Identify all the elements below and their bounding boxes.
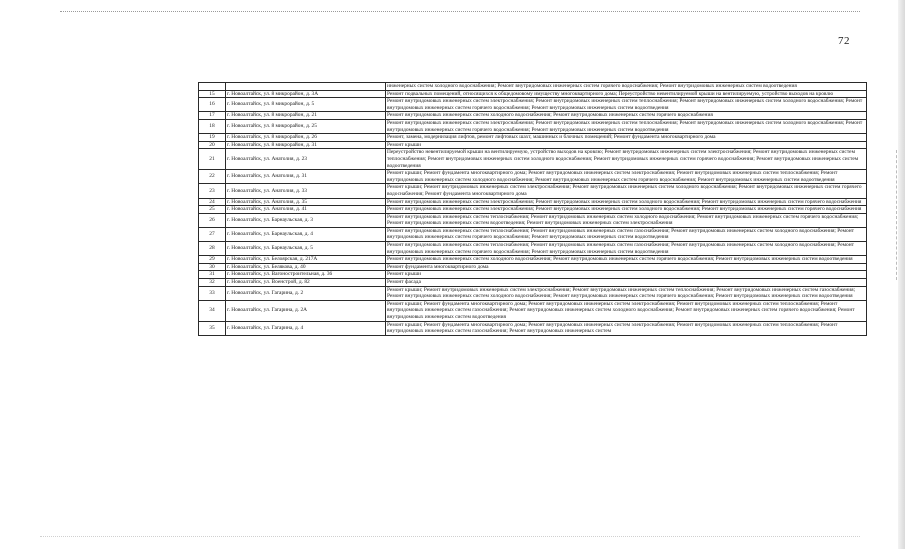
registry-body: [199, 83, 867, 336]
address-cell: г. Новоалтайск, ул. Гагарина, д. 2: [226, 286, 386, 300]
address-cell: г. Новоалтайск, ул. Барнаульская, д. 5: [226, 242, 386, 256]
table-row: [199, 198, 867, 206]
row-number-cell: 24: [199, 198, 226, 206]
row-number-cell: 30: [199, 263, 226, 271]
works-cell: Переустройство невентилируемой крыши на вентилируемую, устройство выходов на кровлю; Ремонт внутридомовых инженерных систем электроснабжения; Ремонт внутридомовых инженерных систем теплоснабжения; Ремонт внутридомовых инженерных систем холодного водоснабжения; Ремонт внутридомовых инженерных систем горячего водоснабжения; Ремонт внутридомовых инженерных систем водоотведения: [386, 149, 867, 170]
row-number-cell: 16: [199, 98, 226, 112]
row-number-cell: 19: [199, 134, 226, 142]
table-row: [199, 213, 867, 227]
works-cell: Ремонт внутридомовых инженерных систем теплоснабжения; Ремонт внутридомовых инженерных систем газоснабжения; Ремонт внутридомовых инженерных систем холодного водоснабжения; Ремонт внутридомовых инженерных систем горячего водоснабжения; Ремонт внутридомовых инженерных систем водоотведения: [386, 227, 867, 241]
row-number-cell: 18: [199, 119, 226, 133]
address-cell: г. Новоалтайск, ул. Анатолия, д. 35: [226, 198, 386, 206]
works-cell: инженерных систем холодного водоснабжения; Ремонт внутридомовых инженерных систем горячего водоснабжения; Ремонт внутридомовых инженерных систем водоотведения: [386, 83, 867, 91]
row-number-cell: 35: [199, 321, 226, 335]
address-cell: г. Новоалтайск, ул. Анатолия, д. 41: [226, 206, 386, 214]
table-row: [199, 206, 867, 214]
table-row: [199, 149, 867, 170]
row-number-cell: 15: [199, 90, 226, 98]
row-number-cell: 32: [199, 279, 226, 287]
address-cell: г. Новоалтайск, ул. 8 микрорайон, д. 3А: [226, 90, 386, 98]
works-cell: Ремонт внутридомовых инженерных систем электроснабжения; Ремонт внутридомовых инженерных систем холодного водоснабжения; Ремонт внутридомовых инженерных систем горячего водоснабжения: [386, 198, 867, 206]
address-cell: [226, 83, 386, 91]
works-cell: Ремонт крыши; Ремонт внутридомовых инженерных систем электроснабжения; Ремонт внутридомовых инженерных систем теплоснабжения; Ремонт внутридомовых инженерных систем газоснабжения; Ремонт внутридомовых инженерных систем холодного водоснабжения; Ремонт внутридомовых инженерных систем горячего водоснабжения; Ремонт внутридомовых инженерных систем водоотведения: [386, 286, 867, 300]
works-cell: Ремонт внутридомовых инженерных систем теплоснабжения; Ремонт внутридомовых инженерных систем газоснабжения; Ремонт внутридомовых инженерных систем холодного водоснабжения; Ремонт внутридомовых инженерных систем горячего водоснабжения; Ремонт внутридомовых инженерных систем водоотведения: [386, 242, 867, 256]
works-cell: Ремонт крыши; Ремонт фундамента многоквартирного дома; Ремонт внутридомовых инженерных систем электроснабжения; Ремонт внутридомовых инженерных систем теплоснабжения; Ремонт внутридомовых инженерных систем газоснабжения; Ремонт внутридомовых инженерных систем холодного водоснабжения; Ремонт внутридомовых инженерных систем горячего водоснабжения; Ремонт внутридомовых инженерных систем водоотведения: [386, 300, 867, 321]
works-cell: Ремонт внутридомовых инженерных систем электроснабжения; Ремонт внутридомовых инженерных систем холодного водоснабжения; Ремонт внутридомовых инженерных систем горячего водоснабжения: [386, 206, 867, 214]
row-number-cell: 27: [199, 227, 226, 241]
row-number-cell: 26: [199, 213, 226, 227]
table-row: [199, 279, 867, 287]
address-cell: г. Новоалтайск, ул. Анатолия, д. 31: [226, 170, 386, 184]
row-number-cell: 25: [199, 206, 226, 214]
address-cell: г. Новоалтайск, ул. 8 микрорайон, д. 26: [226, 134, 386, 142]
address-cell: г. Новоалтайск, ул. Белоярская, д. 217А: [226, 256, 386, 264]
row-number-cell: 31: [199, 271, 226, 279]
table-row: [199, 242, 867, 256]
works-cell: Ремонт, замена, модернизация лифтов, ремонт лифтовых шахт, машинных и блочных помещений; Ремонт фундамента многоквартирного дома: [386, 134, 867, 142]
scan-shadow: [898, 0, 905, 549]
address-cell: г. Новоалтайск, ул. 8 микрорайон, д. 21: [226, 112, 386, 120]
row-number-cell: 33: [199, 286, 226, 300]
works-cell: Ремонт подвальных помещений, относящихся к общедомовому имуществу многоквартирного дома; Переустройство невентилируемой крыши на вентилируемую, устройство выходов на кровлю: [386, 90, 867, 98]
row-number-cell: 21: [199, 149, 226, 170]
row-number-cell: 29: [199, 256, 226, 264]
works-cell: Ремонт внутридомовых инженерных систем холодного водоснабжения; Ремонт внутридомовых инженерных систем горячего водоснабжения: [386, 112, 867, 120]
page-number: 72: [838, 35, 850, 47]
address-cell: г. Новоалтайск, ул. Барнаульская, д. 4: [226, 227, 386, 241]
works-cell: Ремонт крыши: [386, 271, 867, 279]
table-row: [199, 83, 867, 91]
table-row: [199, 321, 867, 335]
table-row: [199, 286, 867, 300]
row-number-cell: 20: [199, 141, 226, 149]
row-number-cell: 17: [199, 112, 226, 120]
table-row: [199, 263, 867, 271]
address-cell: г. Новоалтайск, ул. 8 микрорайон, д. 25: [226, 119, 386, 133]
works-cell: Ремонт фундамента многоквартирного дома: [386, 263, 867, 271]
table-row: [199, 134, 867, 142]
works-cell: Ремонт внутридомовых инженерных систем электроснабжения; Ремонт внутридомовых инженерных систем теплоснабжения; Ремонт внутридомовых инженерных систем холодного водоснабжения; Ремонт внутридомовых инженерных систем горячего водоснабжения; Ремонт внутридомовых инженерных систем водоотведения: [386, 119, 867, 133]
address-cell: г. Новоалтайск, ул. Анатолия, д. 33: [226, 184, 386, 198]
works-cell: Ремонт крыши; Ремонт фундамента многоквартирного дома; Ремонт внутридомовых инженерных систем электроснабжения; Ремонт внутридомовых инженерных систем теплоснабжения; Ремонт внутридомовых инженерных систем газоснабжения; Ремонт внутридомовых инженерных систем: [386, 321, 867, 335]
works-cell: Ремонт фасада: [386, 279, 867, 287]
works-cell: Ремонт крыши: [386, 141, 867, 149]
works-cell: Ремонт крыши; Ремонт внутридомовых инженерных систем электроснабжения; Ремонт внутридомовых инженерных систем холодного водоснабжения; Ремонт внутридомовых инженерных систем горячего водоснабжения; Ремонт фундамента многоквартирного дома: [386, 184, 867, 198]
address-cell: г. Новоалтайск, ул. Белякова, д. 40: [226, 263, 386, 271]
address-cell: г. Новоалтайск, ул. Военстрой, д. 82: [226, 279, 386, 287]
address-cell: г. Новоалтайск, ул. Барнаульская, д. 3: [226, 213, 386, 227]
table-row: [199, 300, 867, 321]
works-cell: Ремонт внутридомовых инженерных систем теплоснабжения; Ремонт внутридомовых инженерных систем холодного водоснабжения; Ремонт внутридомовых инженерных систем горячего водоснабжения; Ремонт внутридомовых инженерных систем водоотведения; Ремонт внутридомовых инженерных систем электроснабжения: [386, 213, 867, 227]
works-cell: Ремонт внутридомовых инженерных систем холодного водоснабжения; Ремонт внутридомовых инженерных систем горячего водоснабжения; Ремонт внутридомовых инженерных систем водоотведения: [386, 256, 867, 264]
works-cell: Ремонт крыши; Ремонт фундамента многоквартирного дома; Ремонт внутридомовых инженерных систем электроснабжения; Ремонт внутридомовых инженерных систем теплоснабжения; Ремонт внутридомовых инженерных систем холодного водоснабжения; Ремонт внутридомовых инженерных систем горячего водоснабжения; Ремонт внутридомовых инженерных систем водоотведения: [386, 170, 867, 184]
table-row: [199, 256, 867, 264]
address-cell: г. Новоалтайск, ул. Гагарина, д. 4: [226, 321, 386, 335]
table-row: [199, 141, 867, 149]
table-row: [199, 271, 867, 279]
table-row: [199, 98, 867, 112]
address-cell: г. Новоалтайск, ул. Гагарина, д. 2А: [226, 300, 386, 321]
works-cell: Ремонт внутридомовых инженерных систем электроснабжения; Ремонт внутридомовых инженерных систем теплоснабжения; Ремонт внутридомовых инженерных систем холодного водоснабжения; Ремонт внутридомовых инженерных систем горячего водоснабжения; Ремонт внутридомовых инженерных систем водоотведения: [386, 98, 867, 112]
table-row: [199, 184, 867, 198]
row-number-cell: 22: [199, 170, 226, 184]
repair-registry-table: [198, 82, 867, 336]
row-number-cell: 28: [199, 242, 226, 256]
table-row: [199, 112, 867, 120]
row-number-cell: 23: [199, 184, 226, 198]
row-number-cell: [199, 83, 226, 91]
table-row: [199, 119, 867, 133]
address-cell: г. Новоалтайск, ул. 8 микрорайон, д. 5: [226, 98, 386, 112]
address-cell: г. Новоалтайск, ул. 8 микрорайон, д. 31: [226, 141, 386, 149]
table-row: [199, 170, 867, 184]
scan-edge-line: [60, 11, 860, 12]
row-number-cell: 34: [199, 300, 226, 321]
scan-bottom-edge: [40, 536, 860, 537]
table-row: [199, 227, 867, 241]
table-row: [199, 90, 867, 98]
address-cell: г. Новоалтайск, ул. Вагоностроительная, д. 36: [226, 271, 386, 279]
scan-shadow-line: [896, 150, 897, 280]
address-cell: г. Новоалтайск, ул. Анатолия, д. 23: [226, 149, 386, 170]
